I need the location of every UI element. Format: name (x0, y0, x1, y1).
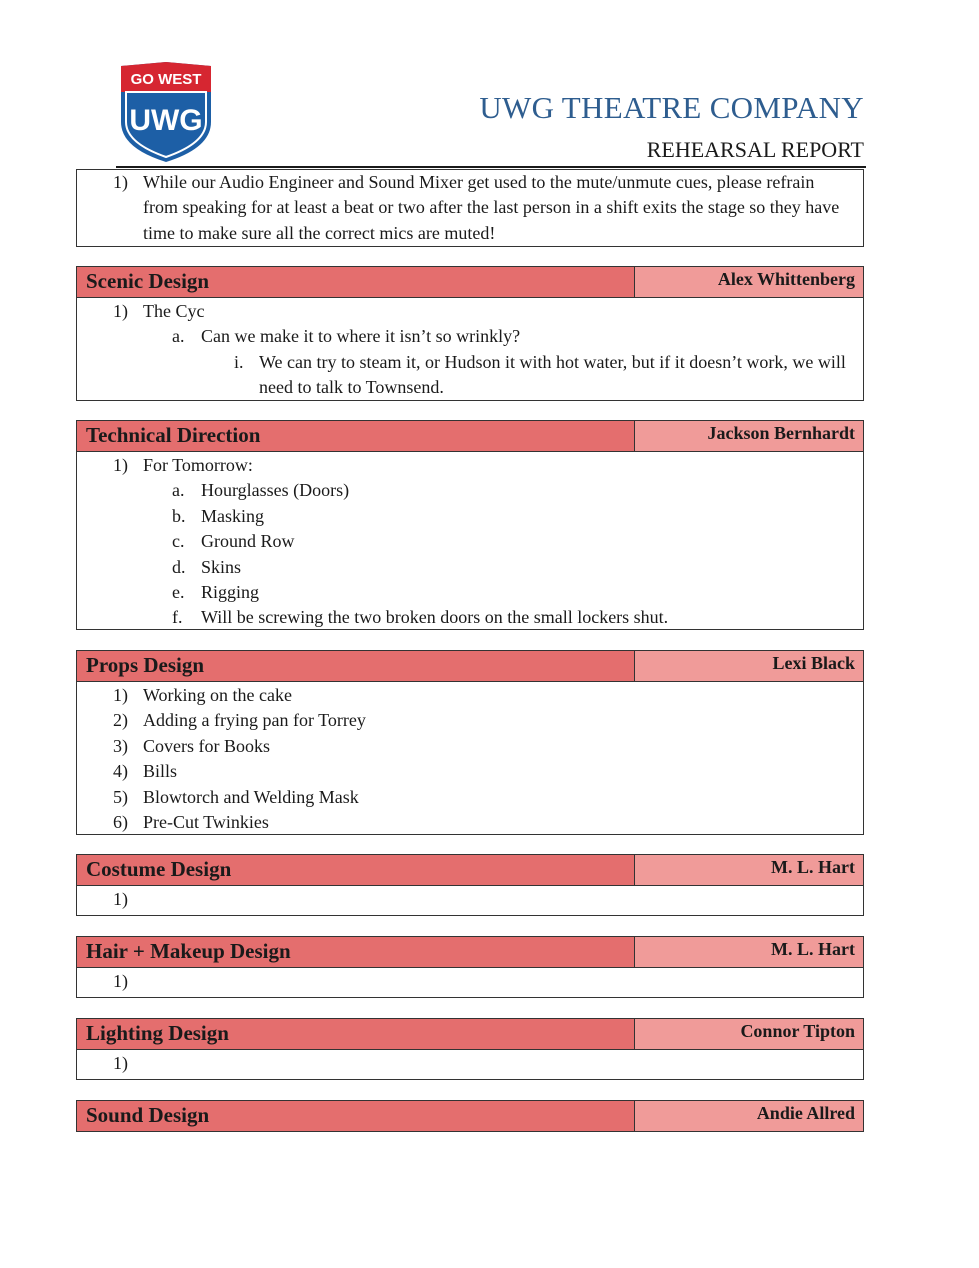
hair-makeup-design-section: Hair + Makeup Design M. L. Hart 1) (76, 936, 864, 998)
section-owner: Andie Allred (635, 1101, 863, 1131)
section-title: Technical Direction (77, 421, 635, 451)
list-subsubitem: i. We can try to steam it, or Hudson it with hot water, but if it doesn’t work, we will need to talk to Townsend. (234, 351, 846, 398)
list-item: 6) Pre-Cut Twinkies (113, 812, 269, 833)
list-subitem: b. Masking (172, 505, 264, 526)
section-owner: Jackson Bernhardt (635, 421, 863, 451)
section-owner: Connor Tipton (635, 1019, 863, 1049)
section-owner: Alex Whittenberg (635, 267, 863, 297)
sound-design-section (76, 1100, 864, 1132)
section-title: Hair + Makeup Design (77, 937, 635, 967)
logo-uwg-text: UWG (129, 104, 203, 137)
list-subitem: f. Will be screwing the two broken doors on the small lockers shut. (172, 607, 669, 628)
section-title: Sound Design (77, 1101, 635, 1131)
report-title: REHEARSAL REPORT (646, 137, 864, 162)
list-item: 1) Working on the cake (113, 685, 293, 705)
list-subitem: a. Hourglasses (Doors) (172, 480, 350, 501)
costume-design-section: Costume Design M. L. Hart 1) (76, 854, 864, 916)
section-owner: M. L. Hart (635, 855, 863, 885)
list-subitem: a. Can we make it to where it isn’t so wrinkly? (172, 326, 521, 347)
technical-direction-section (76, 420, 864, 630)
scenic-design-section (76, 266, 864, 401)
section-owner: M. L. Hart (635, 937, 863, 967)
list-subitem: e. Rigging (172, 582, 260, 603)
props-design-section (76, 650, 864, 835)
list-item: 1) For Tomorrow: (113, 455, 253, 475)
list-item: 1) While our Audio Engineer and Sound Mixer get used to the mute/unmute cues, please refrain from speaking for at least a beat or two after the last person in a shift exits the stage so they have time to make sure all the correct mics are muted! (113, 172, 840, 243)
uwg-go-west-logo (117, 62, 215, 164)
company-name: UWG THEATRE COMPANY (479, 90, 864, 125)
header-divider (116, 166, 866, 168)
list-item: 1) The Cyc (113, 301, 205, 321)
list-item: 3) Covers for Books (113, 735, 270, 756)
list-item: 5) Blowtorch and Welding Mask (113, 786, 359, 807)
section-title: Props Design (77, 651, 635, 681)
list-item: 2) Adding a frying pan for Torrey (113, 710, 366, 731)
lighting-design-section: Lighting Design Connor Tipton 1) (76, 1018, 864, 1080)
section-title: Costume Design (77, 855, 635, 885)
list-item: 4) Bills (113, 761, 178, 782)
list-subitem: d. Skins (172, 556, 242, 577)
section-owner: Lexi Black (635, 651, 863, 681)
section-title: Scenic Design (77, 267, 635, 297)
general-notes-box (76, 169, 864, 247)
section-title: Lighting Design (77, 1019, 635, 1049)
list-subitem: c. Ground Row (172, 531, 295, 552)
logo-go-west-text: GO WEST (130, 71, 202, 88)
